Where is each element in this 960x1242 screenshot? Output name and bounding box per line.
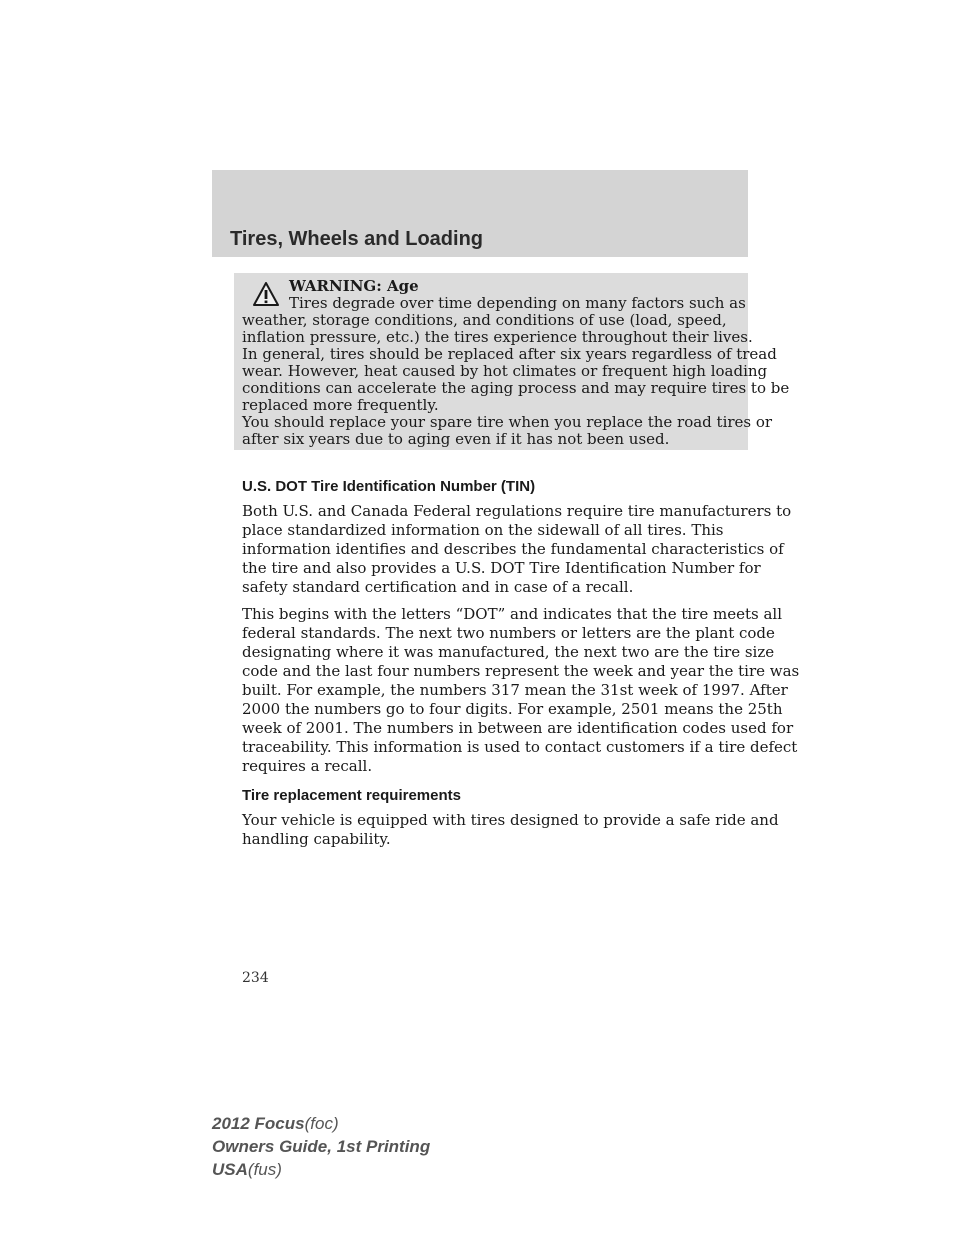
paragraph-line: This begins with the letters “DOT” and indicates that the tire meets all [242,605,782,623]
footer-market-code: (fus) [247,1160,282,1179]
warning-line: inflation pressure, etc.) the tires experience throughout their lives. [242,328,753,346]
paragraph-line: code and the last four numbers represent the week and year the tire was [242,662,800,680]
paragraph-line: Both U.S. and Canada Federal regulations require tire manufacturers to [242,502,792,520]
chapter-title: Tires, Wheels and Loading [230,228,484,250]
warning-line: after six years due to aging even if it has not been used. [242,430,670,448]
footer-model-name: 2012 Focus [212,1114,305,1133]
paragraph-line: Your vehicle is equipped with tires designed to provide a safe ride and [242,811,779,829]
paragraph-line: requires a recall. [242,757,373,775]
page-number: 234 [242,970,269,986]
paragraph-line: built. For example, the numbers 317 mean the 31st week of 1997. After [242,681,788,699]
footer-model [212,1114,339,1134]
section-heading-tin: U.S. DOT Tire Identification Number (TIN) [242,478,536,495]
paragraph-line: handling capability. [242,830,391,848]
footer-guide [212,1137,430,1157]
paragraph-line: designating where it was manufactured, the next two are the tire size [242,643,775,661]
footer-model-code: (foc) [304,1114,339,1133]
paragraph-line: federal standards. The next two numbers or letters are the plant code [242,624,775,642]
paragraph-line: safety standard certification and in case of a recall. [242,578,634,596]
warning-triangle-icon [253,282,279,306]
paragraph-line: 2000 the numbers go to four digits. For example, 2501 means the 25th [242,700,783,718]
paragraph-line: week of 2001. The numbers in between are identification codes used for [242,719,794,737]
warning-line: conditions can accelerate the aging process and may require tires to be [242,379,790,397]
paragraph-line: place standardized information on the sidewall of all tires. This [242,521,724,539]
footer-guide-text: Owners Guide, 1st Printing [212,1137,431,1156]
warning-line: You should replace your spare tire when you replace the road tires or [242,413,773,431]
paragraph-line: information identifies and describes the fundamental characteristics of [242,540,784,558]
paragraph-line: the tire and also provides a U.S. DOT Tire Identification Number for [242,559,761,577]
footer-market-name: USA [212,1160,248,1179]
warning-title: WARNING: Age [289,277,419,295]
warning-line: wear. However, heat caused by hot climates or frequent high loading [242,362,768,380]
warning-line: Tires degrade over time depending on many factors such as [289,294,746,312]
paragraph-line: traceability. This information is used to contact customers if a tire defect [242,738,798,756]
warning-line: replaced more frequently. [242,396,439,414]
footer-market [212,1160,282,1180]
warning-line: weather, storage conditions, and conditions of use (load, speed, [242,311,727,329]
warning-line: In general, tires should be replaced after six years regardless of tread [242,345,777,363]
section-heading-tire-replacement: Tire replacement requirements [242,787,461,804]
